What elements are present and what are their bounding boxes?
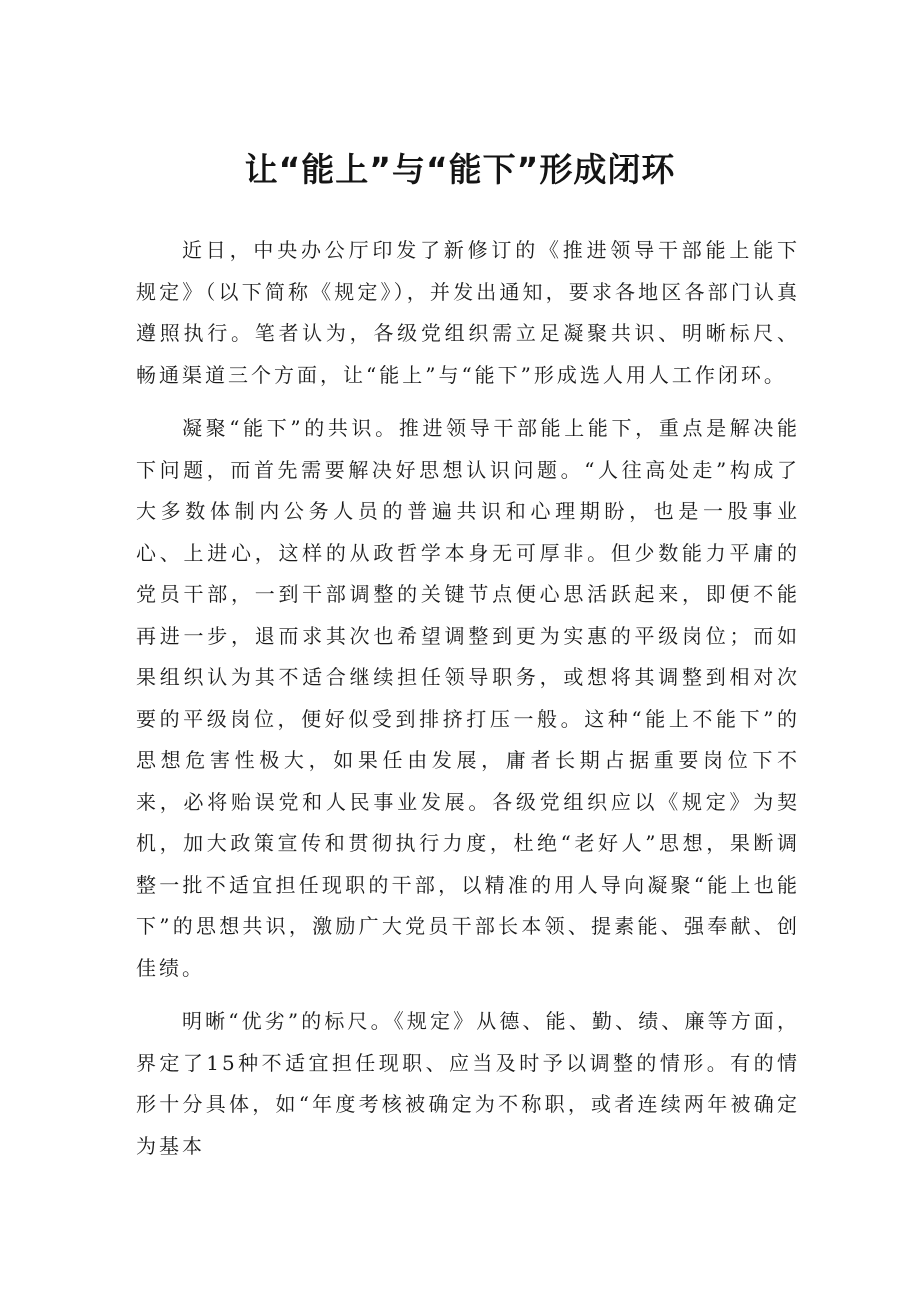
article-title: 让“能上”与“能下”形成闭环: [244, 150, 676, 189]
paragraph-standards: 明晰“优劣”的标尺。《规定》从德、能、勤、绩、廉等方面，界定了15种不适宜担任现职、应当及时予以调整的情形。有的情形十分具体，如“年度考核被确定为不称职，或者连续两年被确定为基本: [136, 1009, 800, 1158]
paragraph-consensus: 凝聚“能下”的共识。推进领导干部能上能下，重点是解决能下问题，而首先需要解决好思想认识问题。“人往高处走”构成了大多数体制内公务人员的普遍共识和心理期盼，也是一股事业心、上进心，这样的从政哲学本身无可厚非。但少数能力平庸的党员干部，一到干部调整的关键节点便心思活跃起来，即便不能再进一步，退而求其次也希望调整到更为实惠的平级岗位；而如果组织认为其不适合继续担任领导职务，或想将其调整到相对次要的平级岗位，便好似受到排挤打压一般。这种“能上不能下”的思想危害性极大，如果任由发展，庸者长期占据重要岗位下不来，必将贻误党和人民事业发展。各级党组织应以《规定》为契机，加大政策宣传和贯彻执行力度，杜绝“老好人”思想，果断调整一批不适宜担任现职的干部，以精准的用人导向凝聚“能上也能下”的思想共识，激励广大党员干部长本领、提素能、强奉献、创佳绩。: [136, 416, 800, 980]
article-body: [136, 230, 800, 1167]
paragraph-intro: 近日，中央办公厅印发了新修订的《推进领导干部能上能下规定》（以下简称《规定》），并发出通知，要求各地区各部门认真遵照执行。笔者认为，各级党组织需立足凝聚共识、明晰标尺、畅通渠道三个方面，让“能上”与“能下”形成选人用人工作闭环。: [136, 238, 800, 387]
